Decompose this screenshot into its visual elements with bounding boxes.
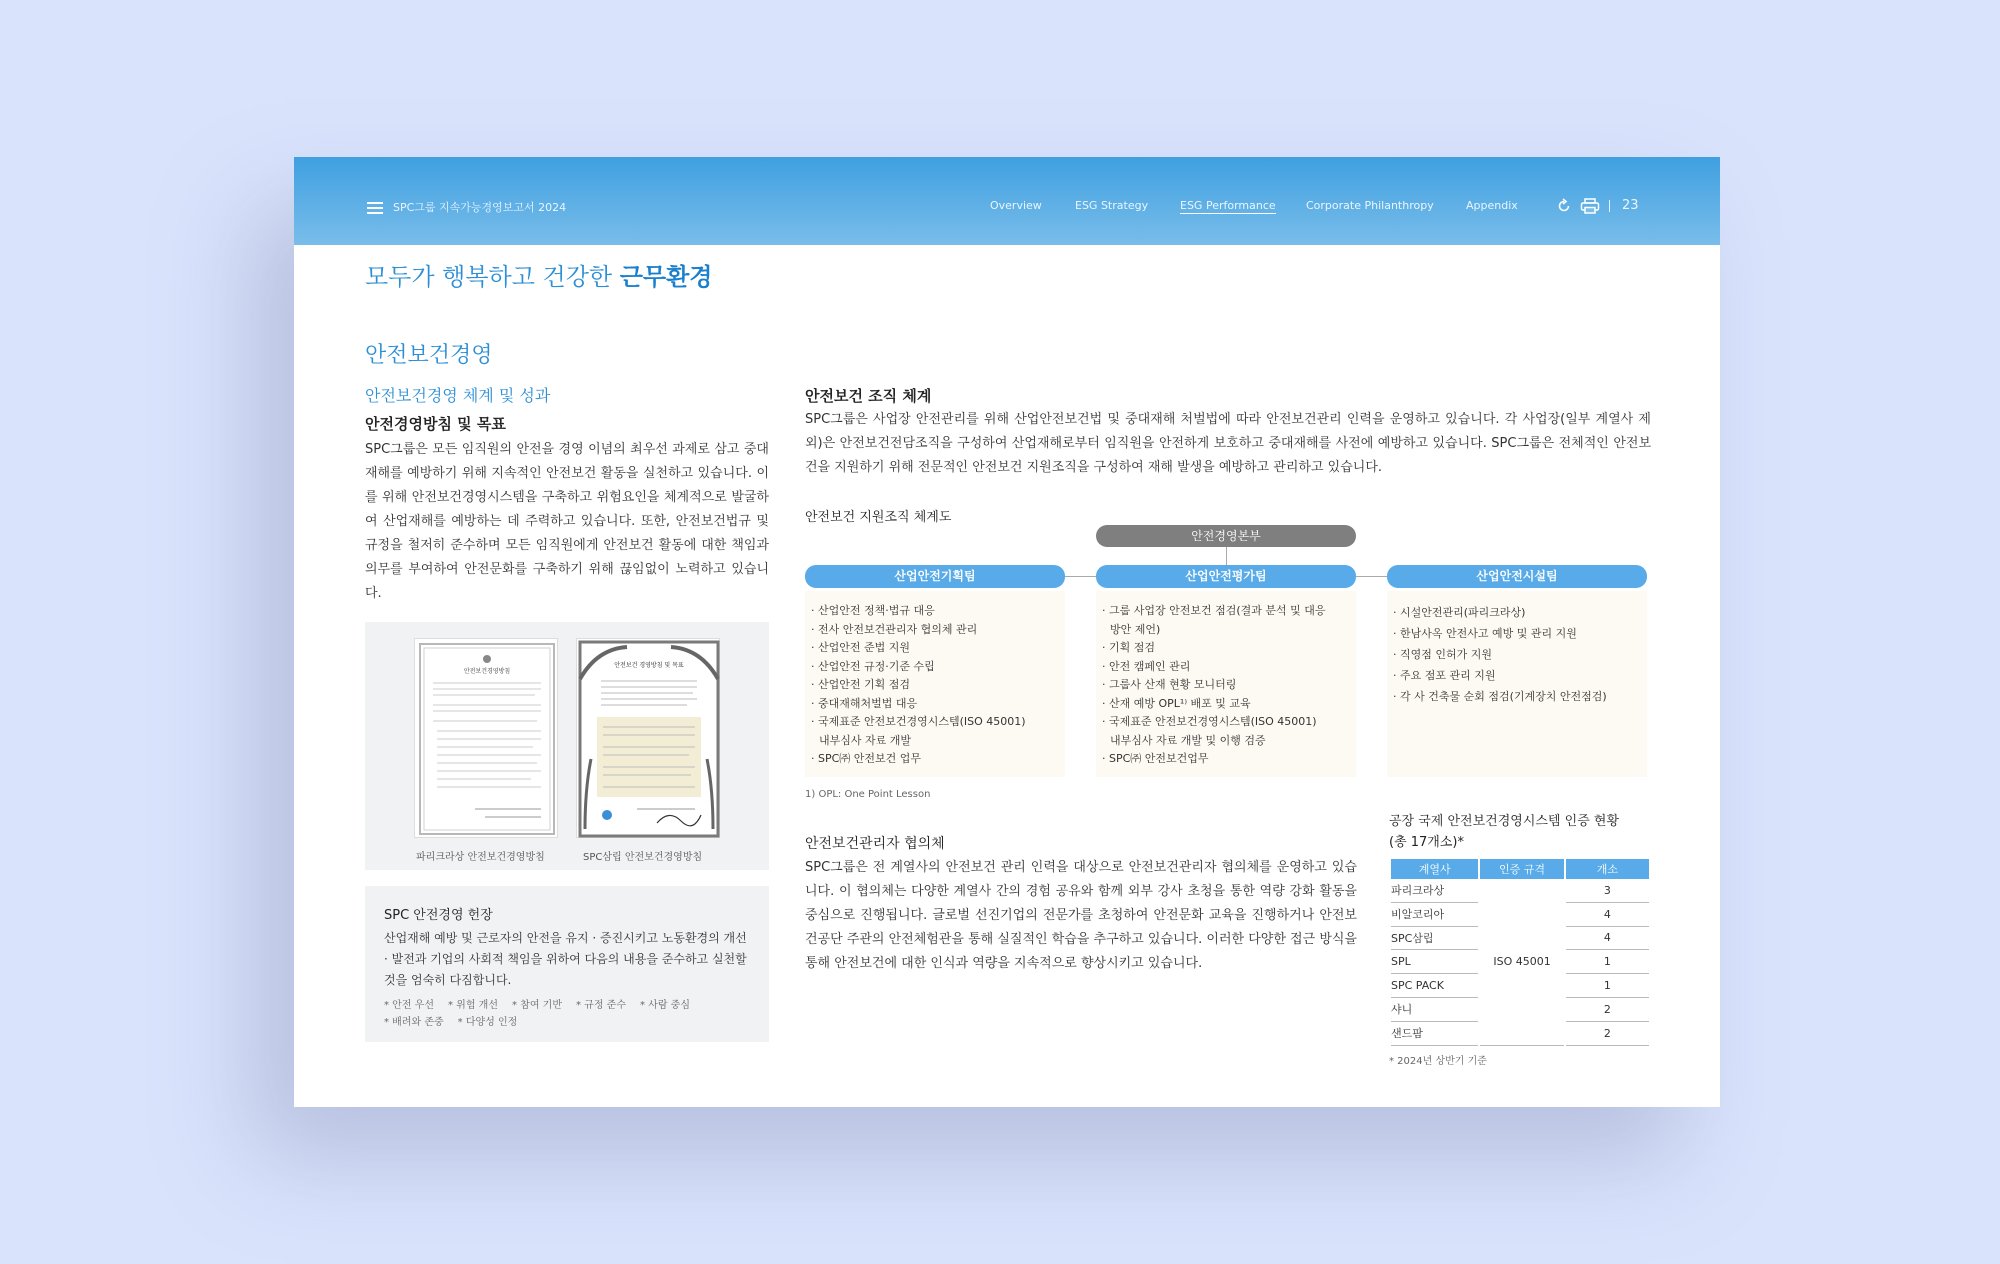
org-connector	[1226, 547, 1227, 565]
certificate-image-pariscroissant	[414, 638, 558, 838]
cell-count: 4	[1566, 903, 1649, 927]
col-header-standard: 인증 규격	[1480, 859, 1563, 879]
charter-tags	[384, 997, 754, 1031]
org-connector	[1356, 576, 1387, 577]
nav-corporate-philanthropy[interactable]: Corporate Philanthropy	[1306, 199, 1434, 212]
page-title: 모두가 행복하고 건강한 근무환경	[365, 263, 713, 291]
policy-heading: 안전경영방침 및 목표	[365, 415, 506, 433]
cert-table-title-line2: (총 17개소)*	[1389, 835, 1464, 850]
safety-charter-box	[365, 886, 769, 1042]
cert-table-title-line1: 공장 국제 안전보건경영시스템 인증 현황	[1389, 814, 1620, 829]
cert-status-table	[1389, 859, 1651, 1046]
sub-title: 안전보건경영 체계 및 성과	[365, 386, 551, 405]
org-node-facility-team: 산업안전시설팀	[1387, 565, 1647, 588]
list-item: · 안전 캠페인 관리	[1102, 659, 1191, 673]
list-item: · SPC㈜ 안전보건업무	[1102, 752, 1209, 765]
table-footnote: * 2024년 상반기 기준	[1389, 1056, 1487, 1067]
cert-doc-title-1: 안전보건경영방침	[463, 668, 511, 675]
certificate-image-spcsamlip	[576, 638, 720, 838]
cell-count: 1	[1566, 974, 1649, 998]
page-number: 23	[1622, 198, 1639, 213]
list-item: · 한남사옥 안전사고 예방 및 관리 지원	[1393, 627, 1577, 640]
list-item: · 국제표준 안전보건경영시스템(ISO 45001)	[1102, 715, 1317, 728]
cell-company: 비알코리아	[1391, 903, 1478, 927]
cell-company: 샌드팜	[1391, 1022, 1478, 1046]
cell-count: 1	[1566, 950, 1649, 974]
nav-overview[interactable]: Overview	[990, 199, 1042, 212]
list-item: · 주요 점포 관리 지원	[1393, 669, 1496, 682]
list-item: · 산업안전 정책·법규 대응	[811, 604, 935, 617]
cell-count: 4	[1566, 927, 1649, 951]
list-item: · 중대재해처벌법 대응	[811, 696, 918, 710]
cell-count: 2	[1566, 998, 1649, 1022]
cert-table-title	[1389, 811, 1619, 853]
table-header-row	[1391, 859, 1649, 879]
col-header-count: 개소	[1566, 859, 1649, 879]
org-node-planning-team: 산업안전기획팀	[805, 565, 1065, 588]
charter-tag: * 배려와 존중	[384, 1017, 444, 1028]
cell-count: 2	[1566, 1022, 1649, 1046]
list-item: · 산업안전 준법 지원	[811, 641, 910, 654]
charter-title: SPC 안전경영 헌장	[384, 908, 493, 923]
charter-tag: * 위험 개선	[448, 1000, 498, 1011]
org-connector	[1065, 576, 1096, 577]
list-item: · 직영점 인허가 지원	[1393, 648, 1492, 661]
list-item: · 산업안전 기획 점검	[811, 678, 910, 691]
section-title: 안전보건경영	[365, 343, 493, 368]
list-item: · 산재 예방 OPL¹⁾ 배포 및 교육	[1102, 696, 1251, 710]
charter-tag: * 규정 준수	[576, 1000, 626, 1011]
cell-company: SPC PACK	[1391, 974, 1478, 998]
charter-tag: * 사람 중심	[640, 1000, 690, 1011]
certificate-gallery	[365, 622, 769, 870]
nav-esg-performance[interactable]: ESG Performance	[1180, 199, 1276, 212]
report-title[interactable]: SPC그룹 지속가능경영보고서 2024	[393, 201, 567, 214]
org-chart-label: 안전보건 지원조직 체계도	[805, 510, 952, 525]
nav-esg-strategy[interactable]: ESG Strategy	[1075, 199, 1149, 212]
list-item: · SPC㈜ 안전보건 업무	[811, 752, 922, 765]
charter-tag: * 안전 우선	[384, 1000, 434, 1011]
council-text: SPC그룹은 전 계열사의 안전보건 관리 인력을 대상으로 안전보건관리자 협의체를 운영하고 있습니다. 이 협의체는 다양한 계열사 간의 경험 공유와 함께 외부 강사 초청을 통한 역량 강화 활동을 중심으로 진행됩니다. 글로벌 선진기업의 전문가를 초청하여 안전문화 교육을 진행하거나 안전보건공단 주관의 안전체험관을 통해 실질적인 학습을 추구하고 있습니다. 이러한 다양한 접근 방식을 통해 안전보건에 대한 인식과 역량을 지속적으로 향상시키고 있습니다.	[805, 860, 1357, 971]
charter-tag: * 다양성 인정	[457, 1017, 518, 1028]
planning-team-duties	[805, 591, 1065, 777]
list-item: · 그룹 사업장 안전보건 점검(결과 분석 및 대응	[1102, 604, 1326, 617]
table-row	[1391, 879, 1649, 903]
list-item: · 각 사 건축물 순회 점검(기계장치 안전점검)	[1393, 690, 1607, 703]
cert-caption-spcsamlip: SPC삼립 안전보건경영방침	[583, 852, 703, 863]
list-item: · 산업안전 규정·기준 수립	[811, 659, 935, 673]
list-item: · 전사 안전보건관리자 협의체 관리	[811, 622, 978, 636]
list-item: · 시설안전관리(파리크라상)	[1393, 606, 1526, 619]
cell-company: 샤니	[1391, 998, 1478, 1022]
list-item: · 국제표준 안전보건경영시스템(ISO 45001)	[811, 715, 1026, 728]
list-item: 내부심사 자료 개발	[819, 733, 912, 747]
evaluation-team-duties	[1096, 591, 1356, 777]
report-page	[294, 157, 1720, 1107]
cell-standard: ISO 45001	[1480, 879, 1563, 1046]
org-chart-footnote: 1) OPL: One Point Lesson	[805, 789, 931, 800]
cell-company: SPL	[1391, 950, 1478, 974]
cert-caption-pariscroissant: 파리크라상 안전보건경영방침	[416, 852, 545, 863]
charter-tag: * 참여 기반	[512, 1000, 562, 1011]
policy-text: SPC그룹은 모든 임직원의 안전을 경영 이념의 최우선 과제로 삼고 중대 재해를 예방하기 위해 지속적인 안전보건 활동을 실천하고 있습니다. 이를 위해 안전보건경영시스템을 구축하고 위험요인을 체계적으로 발굴하여 산업재해를 예방하는 데 주력하고 있습니다. 또한, 안전보건법규 및 규정을 철저히 준수하며 모든 임직원에게 안전보건 활동에 대한 책임과 의무를 부여하여 안전문화를 구축하기 위해 끊임없이 노력하고 있습니다.	[365, 442, 769, 601]
council-heading: 안전보건관리자 협의체	[805, 836, 945, 852]
nav-appendix[interactable]: Appendix	[1466, 199, 1518, 212]
list-item: 내부심사 자료 개발 및 이행 검증	[1110, 733, 1266, 747]
org-heading: 안전보건 조직 체계	[805, 387, 932, 405]
org-text: SPC그룹은 사업장 안전관리를 위해 산업안전보건법 및 중대재해 처벌법에 따라 안전보건관리 인력을 운영하고 있습니다. 각 사업장(일부 계열사 제외)은 안전보건전담조직을 구성하여 산업재해로부터 임직원을 안전하게 보호하고 중대재해를 사전에 예방하고 있습니다. SPC그룹은 전체적인 안전보건을 지원하기 위해 전문적인 안전보건 지원조직을 구성하여 재해 발생을 예방하고 관리하고 있습니다.	[805, 412, 1651, 475]
org-node-top: 안전경영본부	[1096, 525, 1356, 547]
list-item: · 기획 점검	[1102, 641, 1155, 654]
cell-company: 파리크라상	[1391, 879, 1478, 903]
list-item: · 그룹사 산재 현황 모니터링	[1102, 678, 1237, 691]
cert-doc-title-2: 안전보건 경영방침 및 목표	[614, 662, 684, 669]
facility-team-duties	[1387, 591, 1647, 777]
col-header-company: 계열사	[1391, 859, 1478, 879]
org-node-evaluation-team: 산업안전평가팀	[1096, 565, 1356, 588]
cell-count: 3	[1566, 879, 1649, 903]
list-item: 방안 제언)	[1110, 622, 1161, 636]
cell-company: SPC삼립	[1391, 927, 1478, 951]
charter-text: 산업재해 예방 및 근로자의 안전을 유지 · 증진시키고 노동환경의 개선 · 발전과 기업의 사회적 책임을 위하여 다음의 내용을 준수하고 실천할 것을 엄숙히 다짐합니다.	[384, 931, 747, 987]
